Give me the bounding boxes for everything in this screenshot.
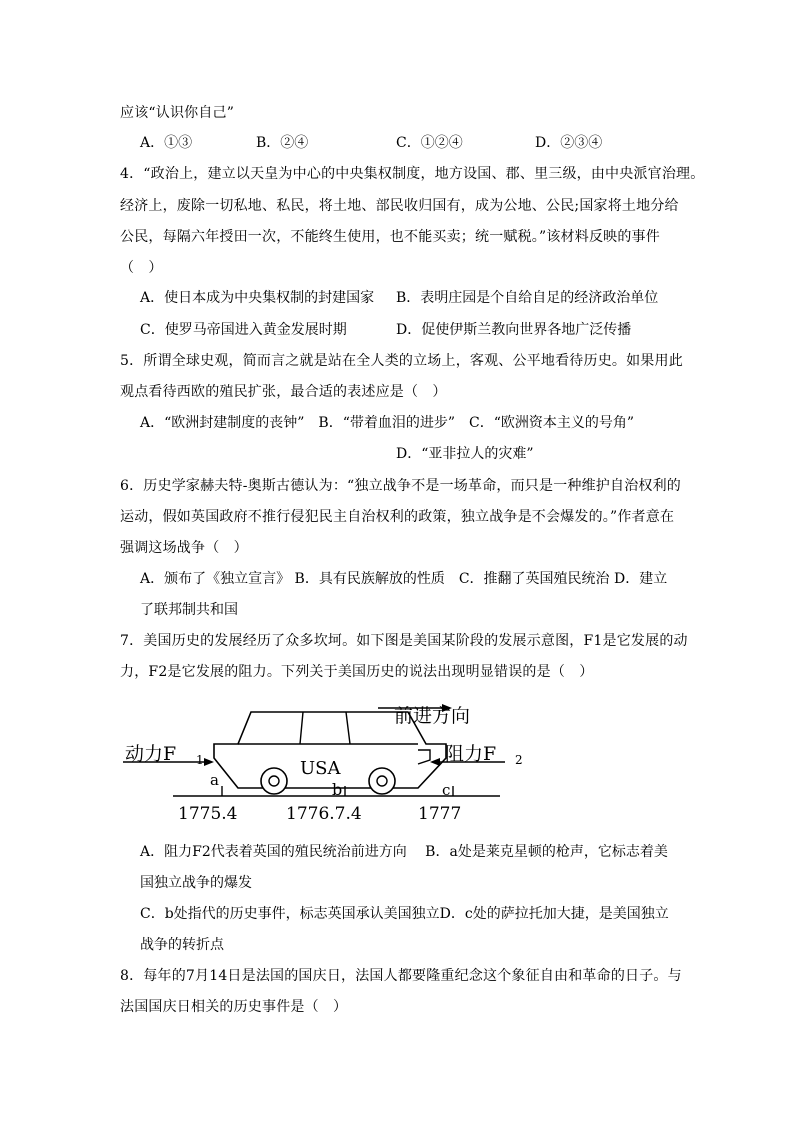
question-6-line-2: 运动，假如英国政府不推行侵犯民主自治权利的政策，独立战争是不会爆发的。”作者意在 <box>120 509 675 525</box>
q5-options-abc: A．“欧洲封建制度的丧钟” B．“带着血泪的进步” C．“欧洲资本主义的号角” <box>140 415 635 431</box>
car-label: USA <box>300 758 341 779</box>
car-pillar <box>346 712 350 744</box>
car-wheel <box>369 768 395 794</box>
question-3-stem-end: 应该“认识你自己” <box>120 105 235 121</box>
question-4-line-1: 4．“政治上，建立以天皇为中心的中央集权制度，地方设国、郡、里三级，由中央派官治理。 <box>120 166 705 182</box>
force2-arrowhead <box>430 758 440 766</box>
question-6-line-3: 强调这场战争（ ） <box>120 540 248 556</box>
q4-option-d: D．促使伊斯兰教向世界各地广泛传播 <box>396 322 632 338</box>
force1-subscript: 1 <box>196 753 204 767</box>
question-7-line-1: 7．美国历史的发展经历了众多坎坷。如下图是美国某阶段的发展示意图，F1是它发展的动 <box>120 633 688 649</box>
question-7-line-2: 力，F2是它发展的阻力。下列关于美国历史的说法出现明显错误的是（ ） <box>120 664 594 680</box>
question-8-line-2: 法国国庆日相关的历史事件是（ ） <box>120 999 348 1015</box>
car-wheel <box>261 768 287 794</box>
usa-development-diagram <box>118 698 523 830</box>
question-8-line-1: 8．每年的7月14日是法国的国庆日，法国人都要隆重纪念这个象征自由和革命的日子。与 <box>120 968 682 984</box>
q5-option-d: D．“亚非拉人的灾难” <box>396 446 534 462</box>
q7-option-d-cont: 战争的转折点 <box>140 937 224 953</box>
date-1775: 1775.4 <box>178 804 238 824</box>
q3-option-b: B．②④ <box>256 135 309 151</box>
q4-option-a: A．使日本成为中央集权制的封建国家 <box>140 290 375 306</box>
force2-subscript: 2 <box>515 753 523 767</box>
force2-label: 阻力F <box>445 743 497 765</box>
question-4-line-3: 公民，每隔六年授田一次，不能终生使用，也不能买卖；统一赋税。”该材料反映的事件 <box>120 229 660 245</box>
q6-options: A．颁布了《独立宣言》 B．具有民族解放的性质 C．推翻了英国殖民统治 D．建立 <box>140 571 668 587</box>
mark-a: a <box>210 771 219 789</box>
date-1777: 1777 <box>418 804 462 824</box>
force1-arrowhead <box>204 758 214 766</box>
date-1776: 1776.7.4 <box>286 804 362 824</box>
direction-label: 前进方向 <box>394 705 471 727</box>
q3-option-d: D．②③④ <box>535 135 603 151</box>
q7-option-ab: A．阻力F2代表着英国的殖民统治前进方向 B．a处是莱克星顿的枪声，它标志着美 <box>140 844 668 860</box>
question-5-line-1: 5．所谓全球史观，简而言之就是站在全人类的立场上，客观、公平地看待历史。如果用此 <box>120 353 683 369</box>
q7-option-b-cont: 国独立战争的爆发 <box>140 875 252 891</box>
question-4-bracket: （ ） <box>120 260 163 276</box>
force1-label: 动力F <box>125 743 177 765</box>
q3-option-c: C．①②④ <box>396 135 463 151</box>
q4-option-c: C．使罗马帝国进入黄金发展时期 <box>140 322 347 338</box>
question-6-line-1: 6．历史学家赫夫特-奥斯古德认为：“独立战争不是一场革命，而只是一种维护自治权利的 <box>120 478 681 494</box>
mark-c: c <box>442 781 451 799</box>
mark-b: b <box>332 780 343 799</box>
q7-option-cd: C．b处指代的历史事件，标志英国承认美国独立D．c处的萨拉托加大捷，是美国独立 <box>140 906 669 922</box>
q6-option-d-cont: 了联邦制共和国 <box>140 602 238 618</box>
question-4-line-2: 经济上，废除一切私地、私民，将土地、部民收归国有，成为公地、公民;国家将土地分给 <box>120 198 679 214</box>
car-lamp <box>418 750 430 764</box>
question-5-line-2: 观点看待西欧的殖民扩张，最合适的表述应是（ ） <box>120 384 447 400</box>
car-pillar <box>300 712 303 744</box>
q3-option-a: A．①③ <box>140 135 193 151</box>
q4-option-b: B．表明庄园是个自给自足的经济政治单位 <box>396 290 659 306</box>
